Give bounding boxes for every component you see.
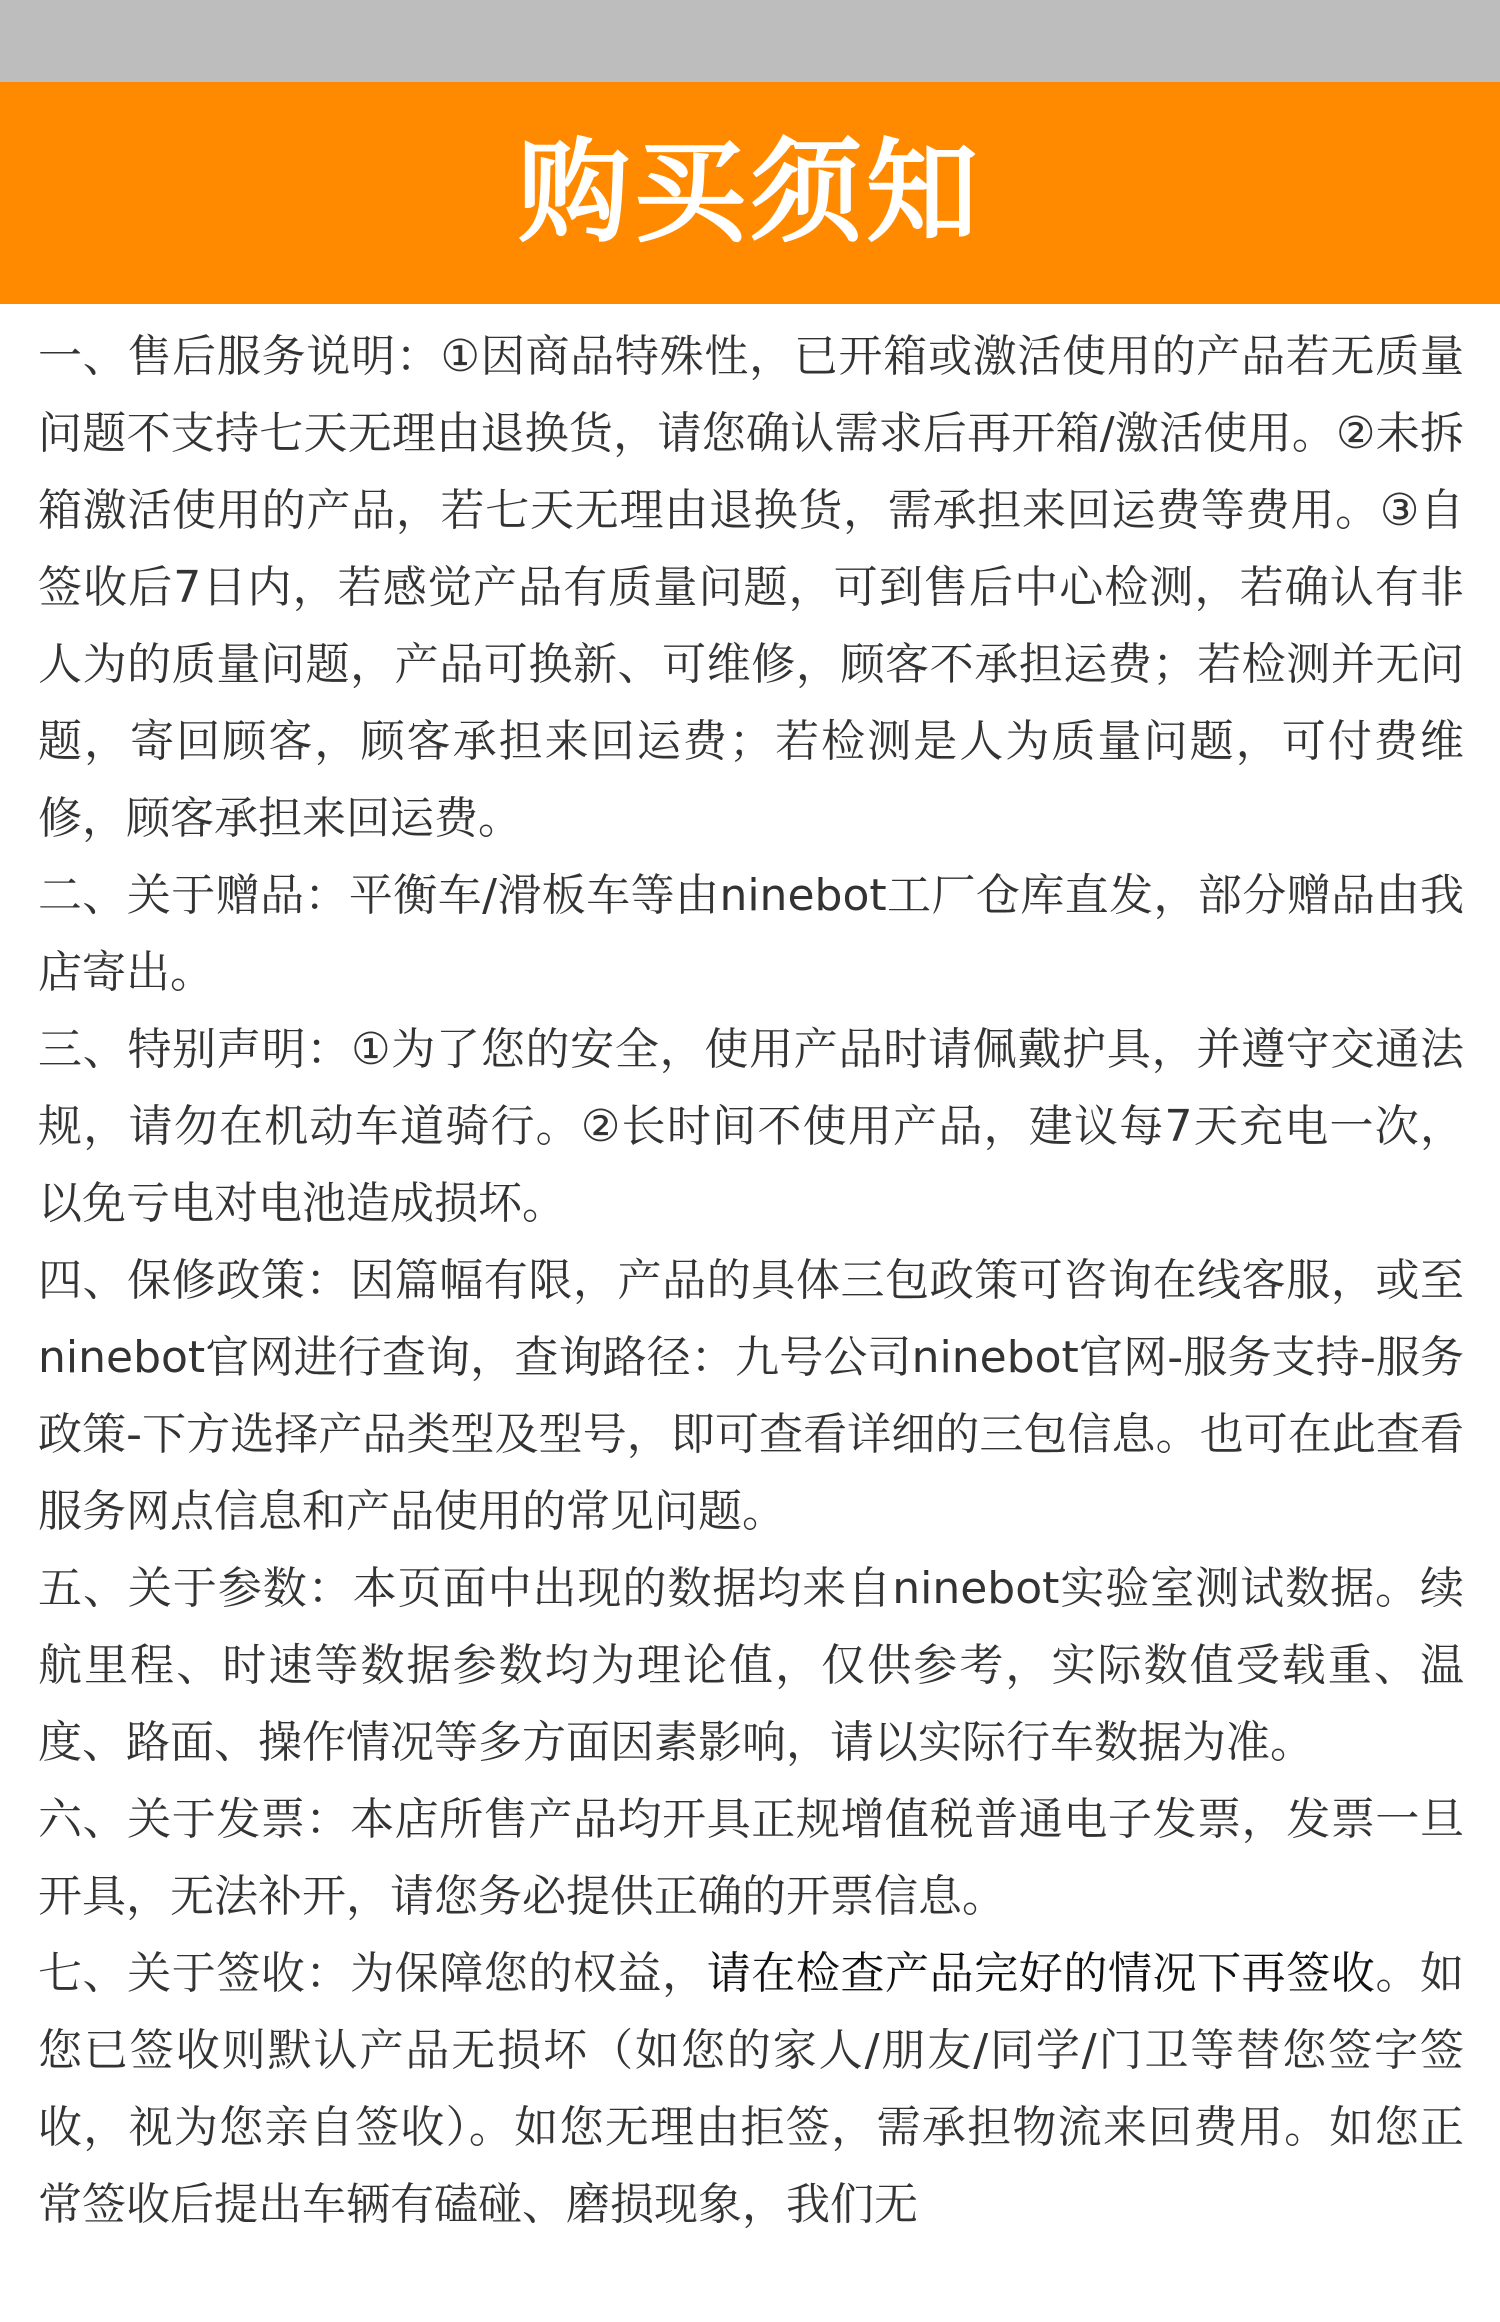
header-banner — [0, 82, 1500, 304]
notice-section-invoice: 六、关于发票：本店所售产品均开具正规增值税普通电子发票，发票一旦开具，无法补开，请您务必提供正确的开票信息。 — [38, 1794, 1464, 1922]
sign-for-text-before: 七、关于签收：为保障您的权益， — [38, 1948, 707, 1999]
notice-section-warranty-policy: 四、保修政策：因篇幅有限，产品的具体三包政策可咨询在线客服，或至ninebot官网进行查询，查询路径：九号公司ninebot官网-服务支持-服务政策-下方选择产品类型及型号，即可查看详细的三包信息。也可在此查看服务网点信息和产品使用的常见问题。 — [38, 1255, 1464, 1537]
purchase-notice-content — [38, 318, 1464, 2243]
page-title: 购买须知 — [518, 128, 982, 258]
top-gray-strip — [0, 0, 1500, 82]
notice-section-parameters: 五、关于参数：本页面中出现的数据均来自ninebot实验室测试数据。续航里程、时速等数据参数均为理论值，仅供参考，实际数值受载重、温度、路面、操作情况等多方面因素影响，请以实际行车数据为准。 — [38, 1563, 1464, 1768]
notice-section-after-sales: 一、售后服务说明：①因商品特殊性，已开箱或激活使用的产品若无质量问题不支持七天无理由退换货，请您确认需求后再开箱/激活使用。②未拆箱激活使用的产品，若七天无理由退换货，需承担来回运费等费用。③自签收后7日内，若感觉产品有质量问题，可到售后中心检测，若确认有非人为的质量问题，产品可换新、可维修，顾客不承担运费；若检测并无问题，寄回顾客，顾客承担来回运费；若检测是人为质量问题，可付费维修，顾客承担来回运费。 — [38, 331, 1464, 844]
sign-for-text-after: 。如您已签收则默认产品无损坏（如您的家人/朋友/同学/门卫等替您签字签收，视为您亲自签收）。如您无理由拒签，需承担物流来回费用。如您正常签收后提出车辆有磕碰、磨损现象，我们无 — [38, 1948, 1465, 2230]
notice-section-special-statement: 三、特别声明：①为了您的安全，使用产品时请佩戴护具，并遵守交通法规，请勿在机动车道骑行。②长时间不使用产品，建议每7天充电一次，以免亏电对电池造成损坏。 — [38, 1024, 1464, 1229]
notice-section-sign-for-delivery — [38, 1935, 1464, 2243]
notice-section-gifts: 二、关于赠品：平衡车/滑板车等由ninebot工厂仓库直发，部分赠品由我店寄出。 — [38, 870, 1464, 998]
sign-for-emphasis: 请在检查产品完好的情况下再签收 — [706, 1948, 1376, 1999]
